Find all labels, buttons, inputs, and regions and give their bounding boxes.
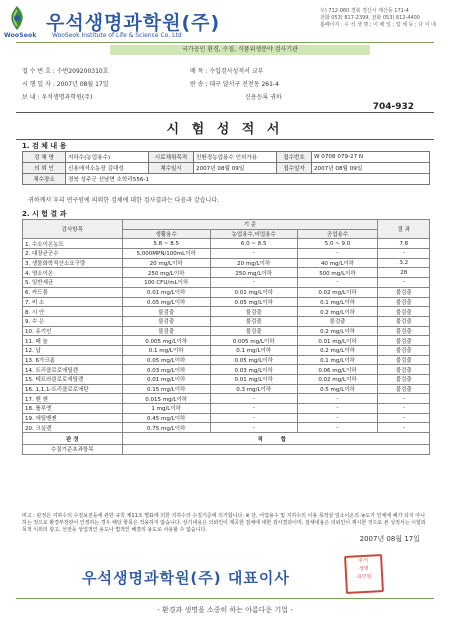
results-table xyxy=(22,219,430,455)
result-item: 19. 에틸벤젠 xyxy=(23,413,123,423)
domestic-standard: 0.03 mg/L이하 xyxy=(122,365,210,375)
agricultural-standard: 0.05 mg/L이하 xyxy=(210,355,297,365)
domestic-standard: 100 CFU/mL이하 xyxy=(122,278,210,288)
info-value: 2007년 08월 09일 xyxy=(312,163,430,174)
document-number: 704-932 xyxy=(372,102,414,112)
accreditation-banner: 국가공인 환경, 수질, 식품위생분야 검사기관 xyxy=(110,45,370,55)
table-row xyxy=(23,258,430,268)
recipient xyxy=(22,92,92,101)
section-heading-sample: 1. 검 체 내 용 xyxy=(22,142,67,150)
industrial-standard: 0.02 mg/L이하 xyxy=(297,287,378,297)
domestic-standard: 불검출 xyxy=(122,307,210,317)
table-row xyxy=(23,239,430,249)
verdict-label: 판 정 xyxy=(23,433,123,445)
result-item: 11. 페 놀 xyxy=(23,336,123,346)
agricultural-standard: 0.01 mg/L이하 xyxy=(210,375,297,385)
agricultural-standard: 0.005 mg/L이하 xyxy=(210,336,297,346)
domestic-standard: 0.15 mg/L이하 xyxy=(122,384,210,394)
result-item: 1. 수소이온농도 xyxy=(23,239,123,249)
issued-date: 2007년 08월 17일 xyxy=(359,535,420,543)
result-value: 불검출 xyxy=(378,365,430,375)
industrial-standard: 0.2 mg/L이하 xyxy=(297,307,378,317)
table-row xyxy=(23,307,430,317)
info-value: W 0708 079-27 N xyxy=(312,152,430,163)
result-value: 3.2 xyxy=(378,258,430,268)
seal-text: 생명 xyxy=(358,565,369,573)
result-value: 7.8 xyxy=(378,239,430,249)
info-value: 신용에셔소농장 김대성 xyxy=(66,163,149,174)
company-logo-icon xyxy=(6,4,28,32)
domestic-standard: 0.75 mg/L이하 xyxy=(122,423,210,433)
exceeded-label: 수질기준초과항목 xyxy=(23,445,123,455)
result-item: 4. 염소이온 xyxy=(23,268,123,278)
result-value: 불검출 xyxy=(378,345,430,355)
agricultural-standard: - xyxy=(210,423,297,433)
info-label: 시료채취목적 xyxy=(149,152,194,163)
agricultural-standard: 불검출 xyxy=(210,326,297,336)
table-header-row xyxy=(23,220,430,230)
domestic-standard: 250 mg/L이하 xyxy=(122,268,210,278)
subject-value: 수입검사성적서 교부 xyxy=(209,68,264,75)
section-heading-results: 2. 시 험 결 과 xyxy=(22,210,67,218)
industrial-standard: 0.2 mg/L이하 xyxy=(297,326,378,336)
exceeded-row xyxy=(23,445,430,455)
result-item: 7. 비 소 xyxy=(23,297,123,307)
result-value: 불검출 xyxy=(378,297,430,307)
footer-divider xyxy=(16,598,434,599)
result-value: - xyxy=(378,394,430,404)
table-row xyxy=(23,316,430,326)
agricultural-standard: 불검출 xyxy=(210,307,297,317)
agricultural-standard: 0.01 mg/L이하 xyxy=(210,287,297,297)
domestic-standard: 0.05 mg/L이하 xyxy=(122,297,210,307)
industrial-standard: 불검출 xyxy=(297,316,378,326)
table-row xyxy=(23,355,430,365)
result-item: 13. 6가크롬 xyxy=(23,355,123,365)
agricultural-standard: 0.1 mg/L이하 xyxy=(210,345,297,355)
agricultural-standard: 불검출 xyxy=(210,316,297,326)
column-header-industrial: 공업용수 xyxy=(297,229,378,239)
info-value: 경북 성주군 선남면 소학리556-1 xyxy=(66,174,430,185)
result-item: 3. 생물화학적산소요구량 xyxy=(23,258,123,268)
delivery-address xyxy=(190,79,279,88)
signature-line: 우석생명과학원(주) 대표이사 xyxy=(82,569,290,587)
header-divider xyxy=(16,42,434,43)
agricultural-standard: - xyxy=(210,404,297,414)
result-item: 17. 벤 젠 xyxy=(23,394,123,404)
agricultural-standard: 0.3 mg/L이하 xyxy=(210,384,297,394)
domestic-standard: 0.005 mg/L이하 xyxy=(122,336,210,346)
result-value: - xyxy=(378,423,430,433)
domestic-standard: 5.8 ~ 8.5 xyxy=(122,239,210,249)
info-value: 지하수(농업용수) xyxy=(66,152,149,163)
table-row xyxy=(23,336,430,346)
agricultural-standard: 6.0 ~ 8.5 xyxy=(210,239,297,249)
table-row xyxy=(23,384,430,394)
table-row xyxy=(23,249,430,259)
result-value: - xyxy=(378,413,430,423)
domestic-standard: 불검출 xyxy=(122,316,210,326)
info-label: 접수일자 xyxy=(277,163,312,174)
result-value: 불검출 xyxy=(378,307,430,317)
info-label: 채수일시 xyxy=(149,163,194,174)
receipt-number xyxy=(22,66,109,75)
industrial-standard: - xyxy=(297,278,378,288)
table-row xyxy=(23,365,430,375)
domestic-standard: 20 mg/L이하 xyxy=(122,258,210,268)
org-address xyxy=(320,8,438,29)
industrial-standard: 40 mg/L이하 xyxy=(297,258,378,268)
remarks: 비고 : 판정은 지하수의 수질보전등에 관한 규칙 제11조 별표에 의한 지하수의 수질기준에 의거합니다. ※ 단, 어업용수 및 지하수의 이용 목적상 일소이온의 농도가 인체에 해가 되지 아니하는 것으로 환경부장관이 인정하는 경우 해당 항목은 적용하지 않습니다. 상기내용은 의뢰인이 제공한 검체에 대한 검사결과이며, 검체내용은 의뢰인이 제시한 것으로 본 성적서는 시험외목적 이외의 광고, 선전등 상업적인 용도나 법적인 해결의 용도로 사용할 수 없습니다. xyxy=(22,513,426,533)
column-header-result: 결 과 xyxy=(378,220,430,239)
domestic-standard: 0.015 mg/L이하 xyxy=(122,394,210,404)
intro-text: 귀하께서 우리 연구원에 의뢰한 검체에 대한 검사결과는 다음과 같습니다. xyxy=(28,197,220,204)
verdict-row xyxy=(23,433,430,445)
agricultural-standard: - xyxy=(210,413,297,423)
receipt-number-label: 접 수 번 호 : xyxy=(22,68,55,75)
verdict-value: 적 합 xyxy=(122,433,429,445)
result-item: 6. 카드뮴 xyxy=(23,287,123,297)
recipient-value: 우석생명과학원(주) xyxy=(41,94,93,101)
industrial-standard: 0.01 mg/L이하 xyxy=(297,336,378,346)
table-row xyxy=(23,278,430,288)
result-value: 28 xyxy=(378,268,430,278)
seal-text: 과학원 xyxy=(356,573,372,581)
issue-date-value: 2007년 08월 17일 xyxy=(56,81,109,88)
result-value: 불검출 xyxy=(378,355,430,365)
table-row xyxy=(23,404,430,414)
table-row xyxy=(23,174,430,185)
logo-text: WooSeok xyxy=(4,32,37,39)
domestic-standard: 1 mg/L이하 xyxy=(122,404,210,414)
delivery-address-value: 대구 달서구 진천동 261-4 xyxy=(209,81,279,88)
agricultural-standard: 0.03 mg/L이하 xyxy=(210,365,297,375)
result-item: 12. 납 xyxy=(23,345,123,355)
info-value: 2007년 08월 09일 xyxy=(194,163,277,174)
result-value: 불검출 xyxy=(378,287,430,297)
exceeded-value xyxy=(122,445,429,455)
industrial-standard: 0.5 mg/L이하 xyxy=(297,384,378,394)
result-item: 18. 톨루엔 xyxy=(23,404,123,414)
domestic-standard: 0.01 mg/L이하 xyxy=(122,375,210,385)
table-row xyxy=(23,375,430,385)
result-value: 불검출 xyxy=(378,336,430,346)
result-value: 불검출 xyxy=(378,316,430,326)
table-row xyxy=(23,163,430,174)
results-body xyxy=(23,239,430,433)
issue-date-label: 시 행 일 자 : xyxy=(22,81,55,88)
addressee-note: 신용등록 귀하 xyxy=(245,94,282,101)
table-row xyxy=(23,152,430,163)
seal-text: 우석 xyxy=(358,557,369,565)
subject xyxy=(190,66,263,75)
domestic-standard: 0.45 mg/L이하 xyxy=(122,413,210,423)
industrial-standard: - xyxy=(297,413,378,423)
result-value: - xyxy=(378,278,430,288)
subject-label: 배 목 : xyxy=(190,68,208,75)
agricultural-standard: - xyxy=(210,249,297,259)
column-header-standard: 기 준 xyxy=(122,220,378,230)
industrial-standard: - xyxy=(297,249,378,259)
result-item: 10. 유기인 xyxy=(23,326,123,336)
address-line: 우) 712-080 경북 경산시 계산동 171-4 xyxy=(320,8,409,14)
industrial-standard: 0.1 mg/L이하 xyxy=(297,355,378,365)
column-header-agricultural: 농업용수,어업용수 xyxy=(210,229,297,239)
domestic-standard: 0.1 mg/L이하 xyxy=(122,345,210,355)
industrial-standard: 5.0 ~ 9.0 xyxy=(297,239,378,249)
receipt-number-value: 수번209200310호 xyxy=(56,68,109,75)
industrial-standard: 0.1 mg/L이하 xyxy=(297,297,378,307)
result-value: - xyxy=(378,404,430,414)
document-title: 시 험 성 적 서 xyxy=(166,122,284,137)
org-name-korean: 우석생명과학원(주) xyxy=(46,12,221,34)
table-row xyxy=(23,326,430,336)
info-label: 채수장소 xyxy=(23,174,66,185)
org-name-english: WooSeok Institute of Life & Science Co, Ltd xyxy=(52,32,182,39)
agricultural-standard: 0.05 mg/L이하 xyxy=(210,297,297,307)
agricultural-standard: - xyxy=(210,278,297,288)
industrial-standard: 0.02 mg/L이하 xyxy=(297,375,378,385)
table-row xyxy=(23,345,430,355)
industrial-standard: 500 mg/L이하 xyxy=(297,268,378,278)
info-value: 친환경농업용수 인허가용 xyxy=(194,152,277,163)
address-line: 홈페이지 : 우 석 생 명 ; 이 메 일 ; 업 체 등 ; 다 이 네 xyxy=(320,22,436,28)
domestic-standard: 불검출 xyxy=(122,326,210,336)
table-row xyxy=(23,423,430,433)
table-row xyxy=(23,287,430,297)
result-value: 불검출 xyxy=(378,384,430,394)
delivery-address-label: 받 송 : xyxy=(190,81,208,88)
agricultural-standard: 20 mg/L이하 xyxy=(210,258,297,268)
domestic-standard: 0.05 mg/L이하 xyxy=(122,355,210,365)
domestic-standard: 0.01 mg/L이하 xyxy=(122,287,210,297)
result-item: 2. 대장균군수 xyxy=(23,249,123,259)
footer-slogan: - 환경과 생명을 소중히 하는 아름다운 기업 - xyxy=(157,606,293,614)
industrial-standard: 0.2 mg/L이하 xyxy=(297,345,378,355)
result-item: 15. 테트라클로로에틸렌 xyxy=(23,375,123,385)
result-value: - xyxy=(378,249,430,259)
issue-date xyxy=(22,79,109,88)
domestic-standard: 5,000MPN/100mL이하 xyxy=(122,249,210,259)
address-line: 전화 053) 817-2399, 전화 053) 812-4400 xyxy=(320,15,420,21)
table-row xyxy=(23,268,430,278)
result-value: 불검출 xyxy=(378,375,430,385)
company-seal xyxy=(344,554,384,594)
result-value: 불검출 xyxy=(378,326,430,336)
result-item: 14. 트리클로로에틸렌 xyxy=(23,365,123,375)
result-item: 5. 일반세균 xyxy=(23,278,123,288)
industrial-standard: - xyxy=(297,404,378,414)
info-label: 의 뢰 인 xyxy=(23,163,66,174)
industrial-standard: - xyxy=(297,423,378,433)
result-item: 16. 1,1,1-트리클로로에탄 xyxy=(23,384,123,394)
industrial-standard: - xyxy=(297,394,378,404)
table-row xyxy=(23,394,430,404)
agricultural-standard: 250 mg/L이하 xyxy=(210,268,297,278)
column-header-domestic: 생활용수 xyxy=(122,229,210,239)
sample-info-table xyxy=(22,151,430,185)
result-item: 9. 수 은 xyxy=(23,316,123,326)
result-item: 20. 크실렌 xyxy=(23,423,123,433)
industrial-standard: 0.06 mg/L이하 xyxy=(297,365,378,375)
title-box xyxy=(16,112,434,140)
agricultural-standard: - xyxy=(210,394,297,404)
recipient-label: 보 내 : xyxy=(22,94,40,101)
column-header-item: 검사항목 xyxy=(23,220,123,239)
result-item: 8. 시 안 xyxy=(23,307,123,317)
table-row xyxy=(23,413,430,423)
table-row xyxy=(23,297,430,307)
info-label: 접수번호 xyxy=(277,152,312,163)
info-label: 검 체 명 xyxy=(23,152,66,163)
